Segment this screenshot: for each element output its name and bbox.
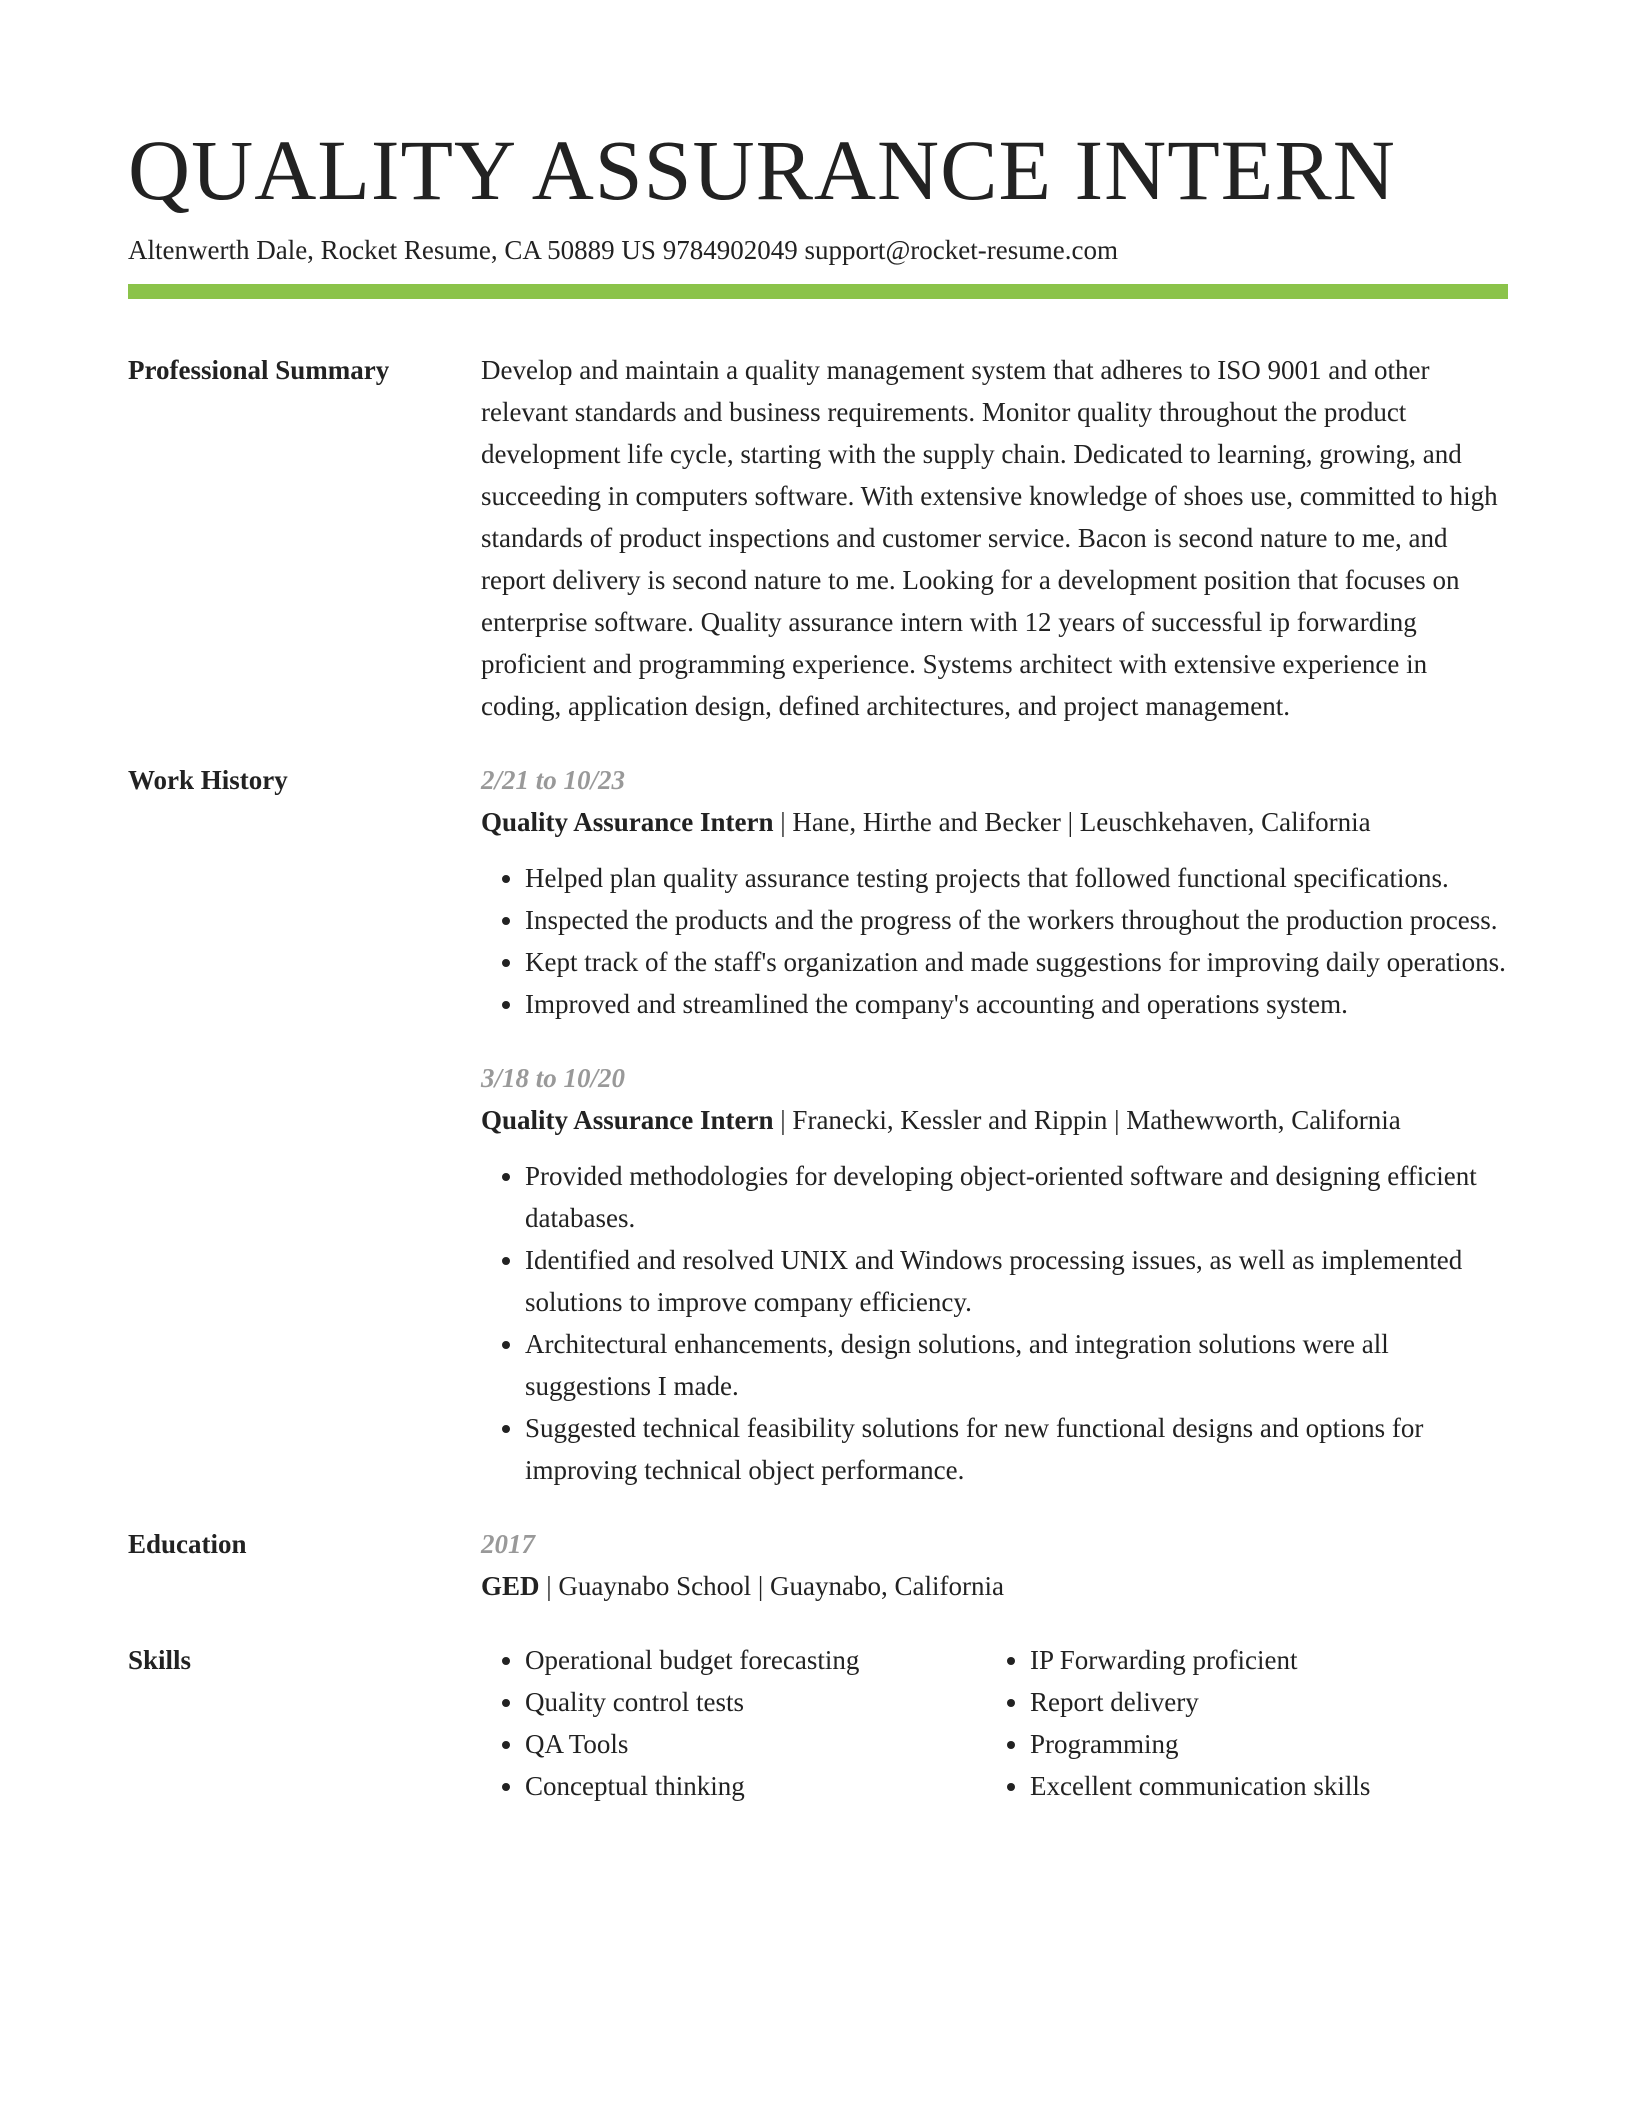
summary-body <box>481 349 1508 727</box>
work-history-section <box>128 759 1508 1491</box>
job-bullet: • Suggested technical feasibility solutions for new functional designs and options for improving technical object performance. <box>525 1407 1508 1491</box>
job-title: Quality Assurance Intern <box>481 807 774 837</box>
job-details: | Hane, Hirthe and Becker | Leuschkehaven, California <box>773 807 1371 837</box>
job-bullets <box>481 1155 1508 1491</box>
education-section <box>128 1523 1508 1607</box>
job-bullet: • Kept track of the staff's organization and made suggestions for improving daily operations. <box>525 941 1508 983</box>
skill-item: • Conceptual thinking <box>525 1765 986 1807</box>
skill-item: • Excellent communication skills <box>1030 1765 1491 1807</box>
education-year: 2017 <box>481 1529 535 1559</box>
skill-item: • Operational budget forecasting <box>525 1639 986 1681</box>
skill-item: • Programming <box>1030 1723 1491 1765</box>
skills-grid <box>481 1639 1508 1807</box>
accent-divider <box>128 284 1508 299</box>
job-bullet: • Inspected the products and the progress of the workers throughout the production process. <box>525 899 1508 941</box>
contact-email: support@rocket-resume.com <box>804 235 1118 265</box>
education-label: Education <box>128 1529 247 1559</box>
skill-item: • Report delivery <box>1030 1681 1491 1723</box>
job-entry <box>481 1057 1508 1491</box>
resume-page <box>128 120 1508 1807</box>
resume-name-heading: QUALITY ASSURANCE INTERN <box>128 122 1396 218</box>
contact-line <box>128 232 1508 268</box>
job-dates: 3/18 to 10/20 <box>481 1063 626 1093</box>
skills-list-right <box>986 1639 1491 1807</box>
job-bullet: • Improved and streamlined the company's accounting and operations system. <box>525 983 1508 1025</box>
job-bullet: • Provided methodologies for developing object-oriented software and designing efficient databases. <box>525 1155 1508 1239</box>
skills-label: Skills <box>128 1645 192 1675</box>
job-bullets <box>481 857 1508 1025</box>
summary-text: Develop and maintain a quality management system that adheres to ISO 9001 and other relevant standards and business requirements. Monitor quality throughout the product development life cycle, starting with the supply chain. Dedicated to learning, growing, and succeeding in computers software. With extensive knowledge of shoes use, committed to high standards of product inspections and customer service. Bacon is second nature to me, and report delivery is second nature to me. Looking for a development position that focuses on enterprise software. Quality assurance intern with 12 years of successful ip forwarding proficient and programming experience. Systems architect with extensive experience in coding, application design, defined architectures, and project management. <box>481 355 1498 721</box>
education-body <box>481 1523 1508 1607</box>
job-bullet: • Identified and resolved UNIX and Windows processing issues, as well as implemented solutions to improve company efficiency. <box>525 1239 1508 1323</box>
job-bullet: • Helped plan quality assurance testing projects that followed functional specifications. <box>525 857 1508 899</box>
skills-list-left <box>481 1639 986 1807</box>
work-history-label: Work History <box>128 765 288 795</box>
contact-address: Altenwerth Dale, Rocket Resume, CA 50889 US <box>128 235 656 265</box>
work-history-body <box>481 759 1508 1491</box>
job-details: | Franecki, Kessler and Rippin | Mathewworth, California <box>773 1105 1401 1135</box>
summary-section <box>128 349 1508 727</box>
skills-body <box>481 1639 1508 1807</box>
job-heading <box>481 1099 1508 1141</box>
job-entry <box>481 759 1508 1025</box>
job-title: Quality Assurance Intern <box>481 1105 774 1135</box>
education-degree: GED <box>481 1571 540 1601</box>
skill-item: • IP Forwarding proficient <box>1030 1639 1491 1681</box>
job-heading <box>481 801 1508 843</box>
skill-item: • QA Tools <box>525 1723 986 1765</box>
education-details: | Guaynabo School | Guaynabo, California <box>539 1571 1004 1601</box>
contact-phone: 9784902049 <box>662 235 798 265</box>
job-bullet: • Architectural enhancements, design solutions, and integration solutions were all suggestions I made. <box>525 1323 1508 1407</box>
education-heading <box>481 1565 1508 1607</box>
skill-item: • Quality control tests <box>525 1681 986 1723</box>
job-dates: 2/21 to 10/23 <box>481 765 626 795</box>
summary-label: Professional Summary <box>128 355 390 385</box>
skills-section <box>128 1639 1508 1807</box>
